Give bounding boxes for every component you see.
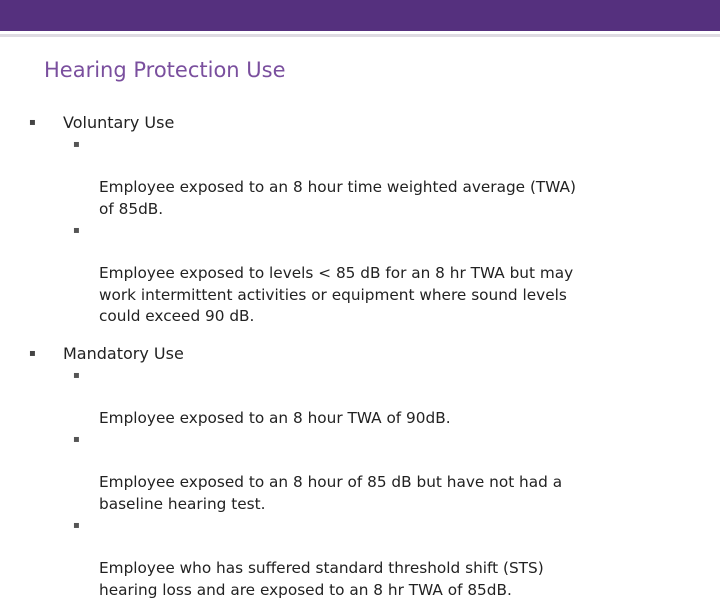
list-item xyxy=(63,134,706,220)
header-bar xyxy=(0,0,720,31)
bullet-icon: ▪ xyxy=(29,111,36,134)
slide-title: Hearing Protection Use xyxy=(44,58,286,82)
list-item xyxy=(63,220,706,328)
bullet-icon: ▪ xyxy=(73,134,80,156)
section-heading: Mandatory Use xyxy=(63,342,706,365)
section-heading: Voluntary Use xyxy=(63,111,706,134)
bullet-icon: ▪ xyxy=(73,429,80,451)
list-item-text: Employee who has suffered standard threshold shift (STS) hearing loss and are exposed to an 8 hr TWA of 85dB. xyxy=(99,559,544,599)
header-divider xyxy=(0,34,720,37)
list-item-text: Employee exposed to an 8 hour of 85 dB but have not had a baseline hearing test. xyxy=(99,473,562,513)
list-item-text: Employee exposed to an 8 hour TWA of 90dB. xyxy=(99,409,451,427)
list-item-text: Employee exposed to levels < 85 dB for an 8 hr TWA but may work intermittent activities or equipment where sound levels could exceed 90 dB. xyxy=(99,264,573,325)
slide-body xyxy=(26,111,706,601)
bullet-icon: ▪ xyxy=(73,515,80,537)
list-item-text: Employee exposed to an 8 hour time weighted average (TWA) of 85dB. xyxy=(99,178,576,218)
bullet-icon: ▪ xyxy=(29,342,36,365)
section-mandatory-use xyxy=(26,342,706,601)
list-item xyxy=(63,365,706,430)
sub-bullet-list xyxy=(63,365,706,601)
list-item xyxy=(63,515,706,601)
sub-bullet-list xyxy=(63,134,706,328)
bullet-icon: ▪ xyxy=(73,220,80,242)
bullet-icon: ▪ xyxy=(73,365,80,387)
section-voluntary-use xyxy=(26,111,706,328)
list-item xyxy=(63,429,706,515)
